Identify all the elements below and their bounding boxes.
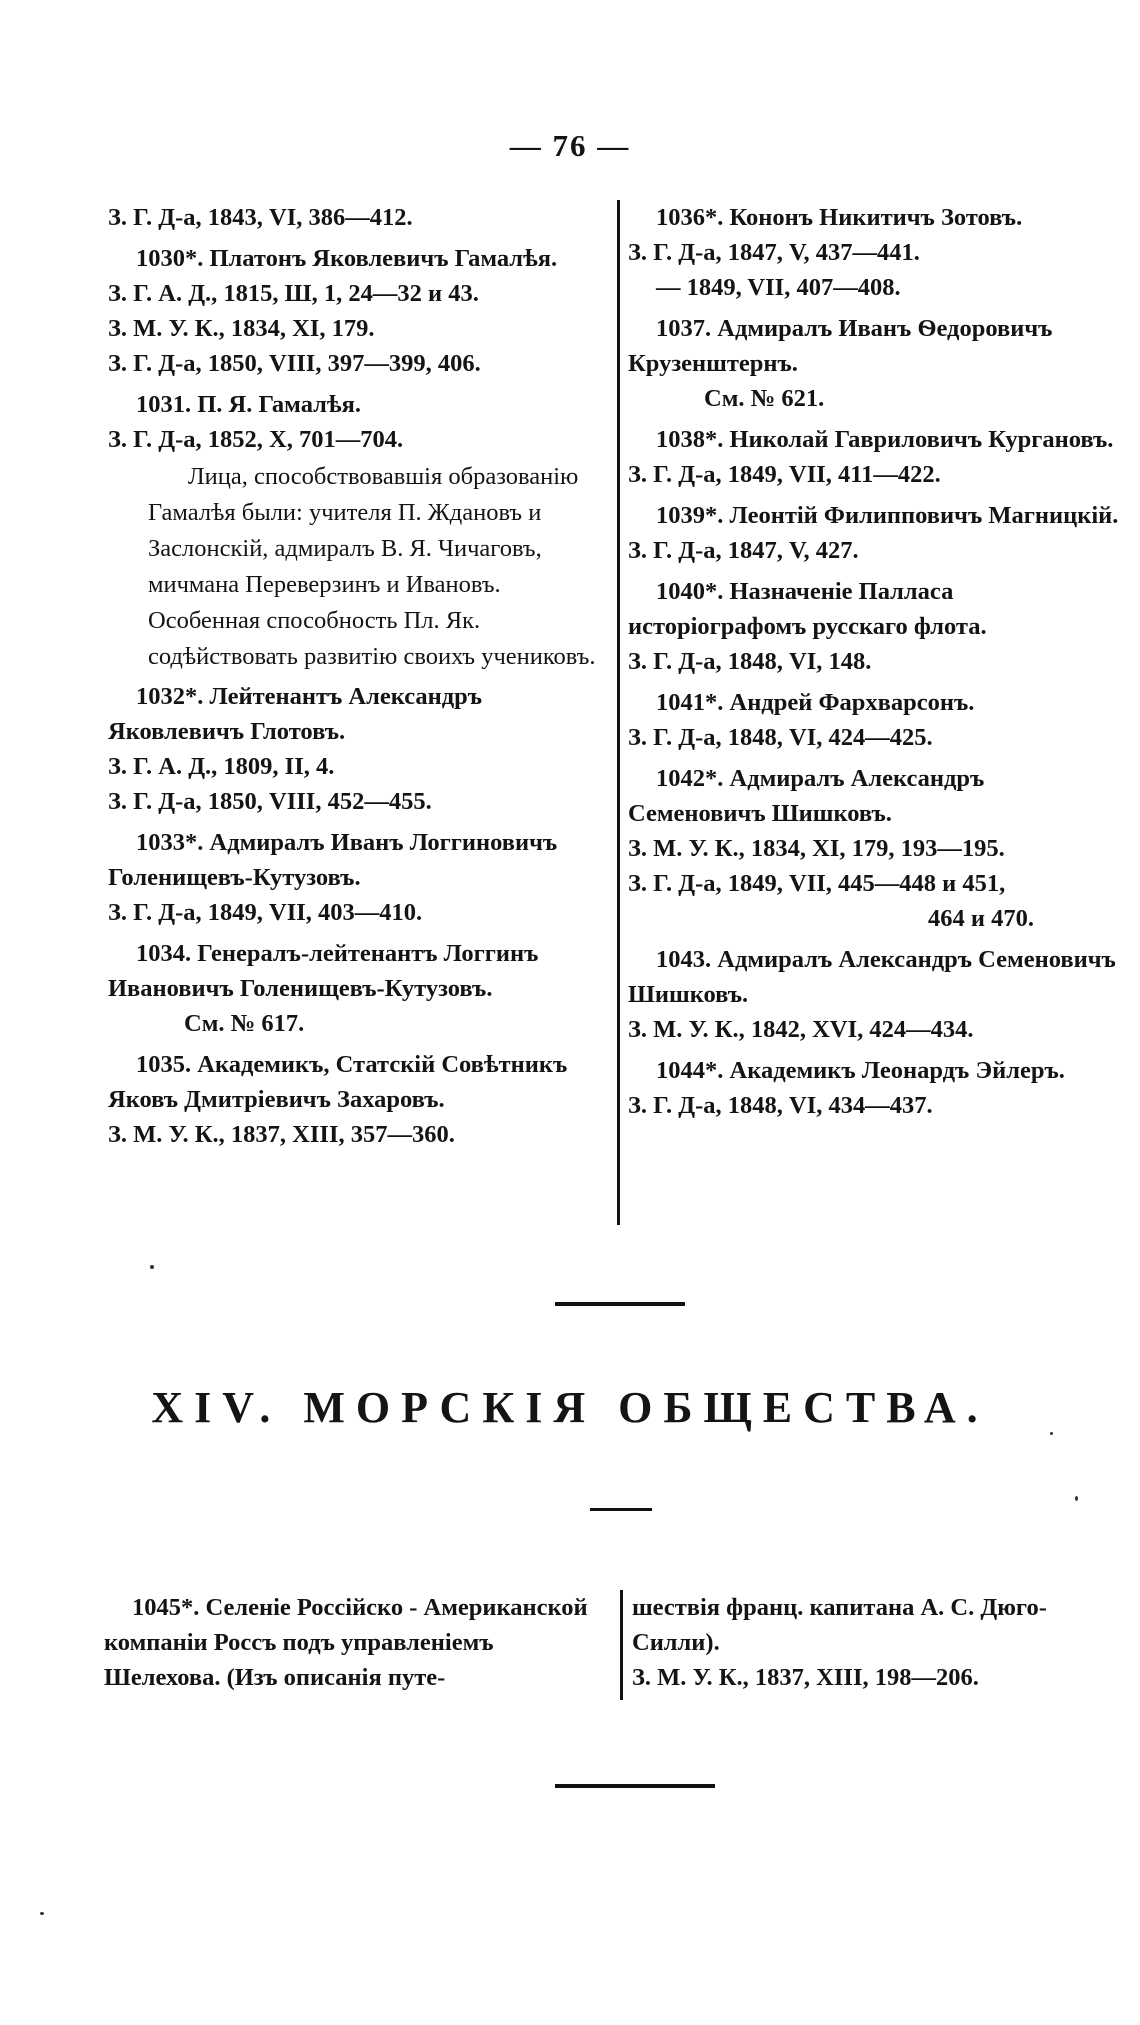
entry-1045-text-left bbox=[104, 1590, 609, 1695]
entry-1042-reference: 464 и 470. bbox=[928, 905, 1034, 932]
entry-1031-note: Лица, способствовавшія образованію Гамалѣя были: учителя П. Ждановъ и Заслонскій, адмиралъ В. Я. Чичаговъ, мичмана Переверзинъ и Ивановъ. Особенная способность Пл. Як. содѣйствовать развитію своихъ учениковъ. bbox=[148, 463, 596, 670]
entry-1042-reference: З. Г. Д-а, 1849, VII, 445—448 и 451, bbox=[628, 870, 1006, 897]
entry-1036-title: 1036*. Кононъ Никитичъ Зотовъ. bbox=[656, 204, 1023, 231]
print-speck bbox=[1075, 1496, 1078, 1501]
entry-1044-title: 1044*. Академикъ Леонардъ Эйлеръ. bbox=[656, 1057, 1065, 1084]
entry-1035-reference: З. М. У. К., 1837, XIII, 357—360. bbox=[108, 1121, 455, 1148]
entry-1032-reference: З. Г. Д-а, 1850, VIII, 452—455. bbox=[108, 788, 432, 815]
entry-1043-reference: З. М. У. К., 1842, XVI, 424—434. bbox=[628, 1016, 974, 1043]
entry-1042-reference: З. М. У. К., 1834, XI, 179, 193—195. bbox=[628, 835, 1005, 862]
left-column bbox=[108, 200, 616, 1152]
entry-1041-title: 1041*. Андрей Фархварсонъ. bbox=[656, 689, 975, 716]
entry-1037-title: 1037. Адмиралъ Иванъ Ѳедоровичъ Крузенштернъ. bbox=[628, 315, 1053, 377]
section-title-underline bbox=[590, 1508, 652, 1511]
entry-1043-title: 1043. Адмиралъ Александръ Семеновичъ Шишковъ. bbox=[628, 946, 1116, 1008]
entry-1039-title: 1039*. Леонтій Филипповичъ Магницкій. bbox=[656, 502, 1119, 529]
entry-1034-cross-reference: См. № 617. bbox=[184, 1010, 305, 1037]
entry-1032-title: 1032*. Лейтенантъ Александръ Яковлевичъ Глотовъ. bbox=[108, 683, 483, 745]
entry-1045-text-right bbox=[632, 1590, 1132, 1695]
entry-1031-title: 1031. П. Я. Гамалѣя. bbox=[136, 391, 361, 418]
entry-1045-reference: З. М. У. К., 1837, XIII, 198—206. bbox=[632, 1664, 979, 1691]
entry-1033-reference: З. Г. Д-а, 1849, VII, 403—410. bbox=[108, 899, 423, 926]
print-speck bbox=[1050, 1432, 1053, 1435]
entry-1038-reference: З. Г. Д-а, 1849, VII, 411—422. bbox=[628, 461, 941, 488]
entry-1045-title: 1045*. Селеніе Россійско - Американской компаніи Россъ подъ управленіемъ Шелехова. (Изъ описанія путе- bbox=[104, 1594, 588, 1691]
entry-1040-title: 1040*. Назначеніе Палласа исторіографомъ русскаго флота. bbox=[628, 578, 987, 640]
entry-1031-reference: З. Г. Д-а, 1852, X, 701—704. bbox=[108, 426, 404, 453]
entry-1036-reference: — 1849, VII, 407—408. bbox=[656, 274, 901, 301]
entry-1038-title: 1038*. Николай Гавриловичъ Кургановъ. bbox=[656, 426, 1114, 453]
entry-1034-title: 1034. Генералъ-лейтенантъ Логгинъ Ивановичъ Голенищевъ-Кутузовъ. bbox=[108, 940, 539, 1002]
entry-1032-reference: З. Г. А. Д., 1809, II, 4. bbox=[108, 753, 335, 780]
column-divider bbox=[617, 200, 620, 1225]
section-divider bbox=[555, 1302, 685, 1306]
right-column bbox=[628, 200, 1128, 1123]
entry-1045-continuation: шествія франц. капитана А. С. Дюго-Силли). bbox=[632, 1594, 1047, 1656]
entry-1036-reference: З. Г. Д-а, 1847, V, 437—441. bbox=[628, 239, 920, 266]
entry-1039-reference: З. Г. Д-а, 1847, V, 427. bbox=[628, 537, 859, 564]
entry-1033-title: 1033*. Адмиралъ Иванъ Логгиновичъ Голенищевъ-Кутузовъ. bbox=[108, 829, 558, 891]
entry-1044-reference: З. Г. Д-а, 1848, VI, 434—437. bbox=[628, 1092, 933, 1119]
entry-1037-cross-reference: См. № 621. bbox=[704, 385, 825, 412]
entry-1030-reference: З. М. У. К., 1834, XI, 179. bbox=[108, 315, 375, 342]
entry-1029-reference: З. Г. Д-а, 1843, VI, 386—412. bbox=[108, 204, 413, 231]
end-rule bbox=[555, 1784, 715, 1788]
entry-1035-title: 1035. Академикъ, Статскій Совѣтникъ Яковъ Дмитріевичъ Захаровъ. bbox=[108, 1051, 568, 1113]
entry-1030-title: 1030*. Платонъ Яковлевичъ Гамалѣя. bbox=[136, 245, 558, 272]
print-speck bbox=[40, 1912, 44, 1915]
entry-1030-reference: З. Г. А. Д., 1815, Ш, 1, 24—32 и 43. bbox=[108, 280, 479, 307]
print-speck bbox=[150, 1265, 154, 1269]
section-title: XIV. МОРСКІЯ ОБЩЕСТВА. bbox=[151, 1383, 989, 1432]
entry-1041-reference: З. Г. Д-а, 1848, VI, 424—425. bbox=[628, 724, 933, 751]
entry-1030-reference: З. Г. Д-а, 1850, VIII, 397—399, 406. bbox=[108, 350, 481, 377]
page-number: — 76 — bbox=[509, 128, 631, 163]
entry-1040-reference: З. Г. Д-а, 1848, VI, 148. bbox=[628, 648, 872, 675]
column-divider-bottom bbox=[620, 1590, 623, 1700]
entry-1042-title: 1042*. Адмиралъ Александръ Семеновичъ Шишковъ. bbox=[628, 765, 985, 827]
